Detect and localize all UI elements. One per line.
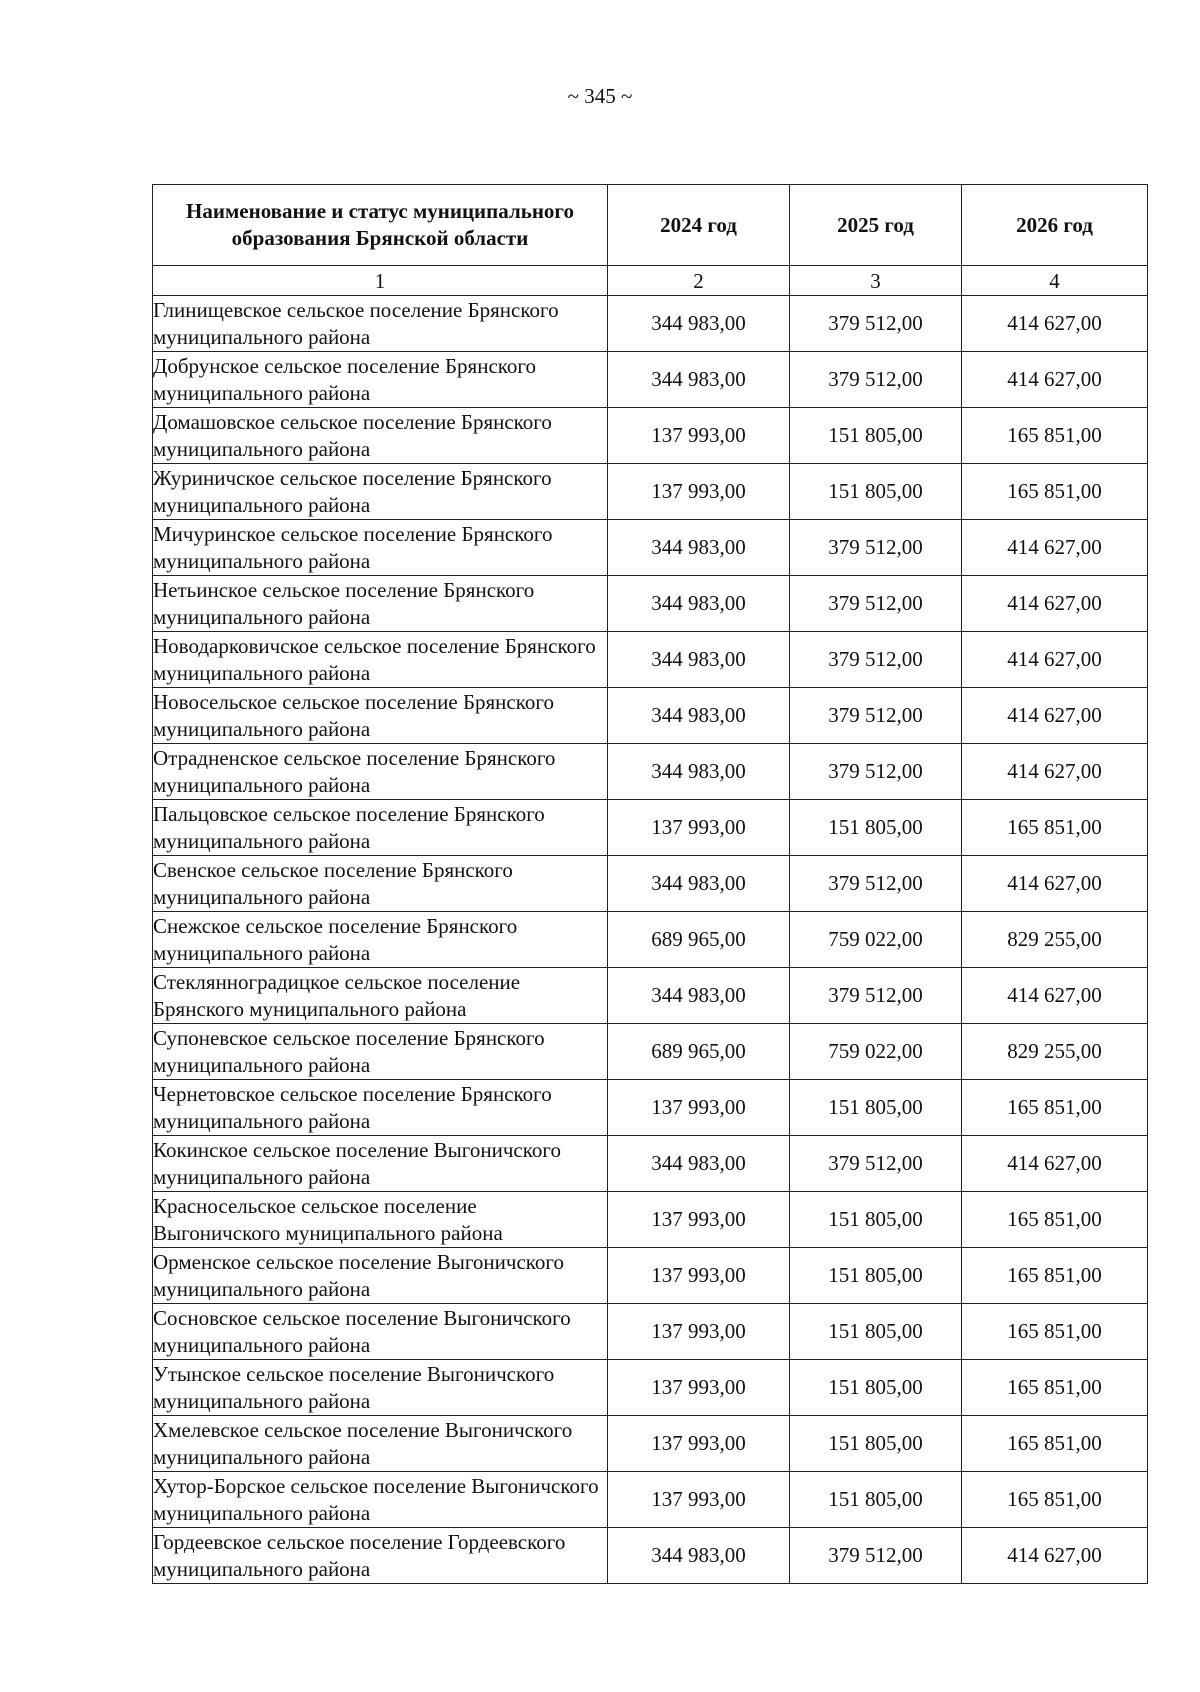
table-row	[153, 1360, 1148, 1416]
table-row	[153, 1192, 1148, 1248]
value-2024-cell: 137 993,00	[608, 408, 790, 464]
value-2025-cell: 759 022,00	[790, 912, 962, 968]
value-2024-cell: 344 983,00	[608, 968, 790, 1024]
column-number: 4	[962, 266, 1148, 296]
value-2024-cell: 689 965,00	[608, 1024, 790, 1080]
value-2026-cell: 414 627,00	[962, 352, 1148, 408]
table-row	[153, 1528, 1148, 1584]
value-2024-cell: 137 993,00	[608, 1304, 790, 1360]
municipality-name-cell: Стеклянноградицкое сельское поселение Брянского муниципального района	[153, 968, 608, 1024]
value-2026-cell: 414 627,00	[962, 296, 1148, 352]
value-2025-cell: 379 512,00	[790, 576, 962, 632]
value-2024-cell: 344 983,00	[608, 576, 790, 632]
value-2024-cell: 137 993,00	[608, 1472, 790, 1528]
value-2025-cell: 379 512,00	[790, 1528, 962, 1584]
value-2026-cell: 165 851,00	[962, 1248, 1148, 1304]
municipality-name-cell: Свенское сельское поселение Брянского муниципального района	[153, 856, 608, 912]
value-2025-cell: 151 805,00	[790, 408, 962, 464]
value-2024-cell: 137 993,00	[608, 1192, 790, 1248]
value-2024-cell: 137 993,00	[608, 800, 790, 856]
value-2024-cell: 689 965,00	[608, 912, 790, 968]
municipality-name-cell: Пальцовское сельское поселение Брянского муниципального района	[153, 800, 608, 856]
header-2025: 2025 год	[790, 185, 962, 266]
value-2025-cell: 759 022,00	[790, 1024, 962, 1080]
municipality-name-cell: Снежское сельское поселение Брянского муниципального района	[153, 912, 608, 968]
table-row	[153, 744, 1148, 800]
municipality-name-cell: Журиничское сельское поселение Брянского муниципального района	[153, 464, 608, 520]
municipality-name-cell: Глинищевское сельское поселение Брянского муниципального района	[153, 296, 608, 352]
value-2026-cell: 165 851,00	[962, 1080, 1148, 1136]
table-row	[153, 1248, 1148, 1304]
municipality-name-cell: Домашовское сельское поселение Брянского муниципального района	[153, 408, 608, 464]
value-2025-cell: 151 805,00	[790, 1192, 962, 1248]
value-2024-cell: 137 993,00	[608, 464, 790, 520]
value-2026-cell: 165 851,00	[962, 464, 1148, 520]
table-row	[153, 1136, 1148, 1192]
value-2025-cell: 151 805,00	[790, 1248, 962, 1304]
value-2025-cell: 151 805,00	[790, 1080, 962, 1136]
table-row	[153, 1416, 1148, 1472]
value-2025-cell: 379 512,00	[790, 1136, 962, 1192]
value-2024-cell: 344 983,00	[608, 744, 790, 800]
value-2025-cell: 151 805,00	[790, 1360, 962, 1416]
value-2025-cell: 151 805,00	[790, 464, 962, 520]
municipality-name-cell: Добрунское сельское поселение Брянского муниципального района	[153, 352, 608, 408]
municipality-name-cell: Гордеевское сельское поселение Гордеевского муниципального района	[153, 1528, 608, 1584]
value-2026-cell: 414 627,00	[962, 1528, 1148, 1584]
municipality-name-cell: Утынское сельское поселение Выгоничского муниципального района	[153, 1360, 608, 1416]
budget-table	[152, 184, 1148, 1584]
value-2025-cell: 151 805,00	[790, 800, 962, 856]
municipality-name-cell: Орменское сельское поселение Выгоничского муниципального района	[153, 1248, 608, 1304]
municipality-name-cell: Мичуринское сельское поселение Брянского муниципального района	[153, 520, 608, 576]
value-2026-cell: 414 627,00	[962, 632, 1148, 688]
value-2024-cell: 344 983,00	[608, 352, 790, 408]
municipality-name-cell: Супоневское сельское поселение Брянского муниципального района	[153, 1024, 608, 1080]
table-row	[153, 912, 1148, 968]
value-2026-cell: 829 255,00	[962, 1024, 1148, 1080]
value-2025-cell: 151 805,00	[790, 1304, 962, 1360]
value-2025-cell: 379 512,00	[790, 968, 962, 1024]
header-municipality-name: Наименование и статус муниципального образования Брянской области	[153, 185, 608, 266]
header-row	[153, 185, 1148, 266]
value-2024-cell: 137 993,00	[608, 1360, 790, 1416]
value-2026-cell: 165 851,00	[962, 1416, 1148, 1472]
value-2026-cell: 414 627,00	[962, 688, 1148, 744]
municipality-name-cell: Красносельское сельское поселение Выгоничского муниципального района	[153, 1192, 608, 1248]
value-2025-cell: 151 805,00	[790, 1416, 962, 1472]
value-2024-cell: 344 983,00	[608, 520, 790, 576]
value-2025-cell: 379 512,00	[790, 856, 962, 912]
municipality-name-cell: Нетьинское сельское поселение Брянского муниципального района	[153, 576, 608, 632]
value-2024-cell: 344 983,00	[608, 856, 790, 912]
value-2026-cell: 165 851,00	[962, 800, 1148, 856]
value-2026-cell: 829 255,00	[962, 912, 1148, 968]
table-row	[153, 968, 1148, 1024]
value-2025-cell: 379 512,00	[790, 632, 962, 688]
value-2026-cell: 165 851,00	[962, 1472, 1148, 1528]
value-2024-cell: 137 993,00	[608, 1248, 790, 1304]
page-number: ~ 345 ~	[567, 84, 633, 108]
municipality-name-cell: Хмелевское сельское поселение Выгоничского муниципального района	[153, 1416, 608, 1472]
value-2025-cell: 379 512,00	[790, 744, 962, 800]
table-row	[153, 520, 1148, 576]
table-row	[153, 1304, 1148, 1360]
municipality-name-cell: Отрадненское сельское поселение Брянского муниципального района	[153, 744, 608, 800]
value-2026-cell: 414 627,00	[962, 968, 1148, 1024]
value-2025-cell: 151 805,00	[790, 1472, 962, 1528]
table-row	[153, 408, 1148, 464]
value-2025-cell: 379 512,00	[790, 352, 962, 408]
value-2024-cell: 344 983,00	[608, 688, 790, 744]
value-2026-cell: 165 851,00	[962, 408, 1148, 464]
table-row	[153, 352, 1148, 408]
value-2025-cell: 379 512,00	[790, 688, 962, 744]
table-row	[153, 1024, 1148, 1080]
header-2026: 2026 год	[962, 185, 1148, 266]
column-number: 1	[153, 266, 608, 296]
value-2024-cell: 344 983,00	[608, 1136, 790, 1192]
table-row	[153, 688, 1148, 744]
table-row	[153, 576, 1148, 632]
value-2026-cell: 414 627,00	[962, 856, 1148, 912]
table-row	[153, 296, 1148, 352]
table-row	[153, 632, 1148, 688]
table-row	[153, 1472, 1148, 1528]
value-2026-cell: 165 851,00	[962, 1192, 1148, 1248]
value-2026-cell: 414 627,00	[962, 744, 1148, 800]
value-2026-cell: 414 627,00	[962, 520, 1148, 576]
value-2026-cell: 414 627,00	[962, 1136, 1148, 1192]
table-row	[153, 1080, 1148, 1136]
header-2024: 2024 год	[608, 185, 790, 266]
municipality-name-cell: Сосновское сельское поселение Выгоничского муниципального района	[153, 1304, 608, 1360]
value-2024-cell: 137 993,00	[608, 1080, 790, 1136]
column-number-row	[153, 266, 1148, 296]
value-2024-cell: 344 983,00	[608, 1528, 790, 1584]
municipality-name-cell: Кокинское сельское поселение Выгоничского муниципального района	[153, 1136, 608, 1192]
table-row	[153, 856, 1148, 912]
value-2026-cell: 165 851,00	[962, 1304, 1148, 1360]
value-2026-cell: 414 627,00	[962, 576, 1148, 632]
municipality-name-cell: Хутор-Борское сельское поселение Выгоничского муниципального района	[153, 1472, 608, 1528]
value-2024-cell: 137 993,00	[608, 1416, 790, 1472]
column-number: 3	[790, 266, 962, 296]
municipality-name-cell: Новосельское сельское поселение Брянского муниципального района	[153, 688, 608, 744]
municipality-name-cell: Чернетовское сельское поселение Брянского муниципального района	[153, 1080, 608, 1136]
municipality-name-cell: Новодарковичское сельское поселение Брянского муниципального района	[153, 632, 608, 688]
value-2025-cell: 379 512,00	[790, 296, 962, 352]
column-number: 2	[608, 266, 790, 296]
value-2024-cell: 344 983,00	[608, 296, 790, 352]
table-row	[153, 464, 1148, 520]
table-row	[153, 800, 1148, 856]
table-body	[153, 296, 1148, 1584]
value-2025-cell: 379 512,00	[790, 520, 962, 576]
value-2024-cell: 344 983,00	[608, 632, 790, 688]
value-2026-cell: 165 851,00	[962, 1360, 1148, 1416]
